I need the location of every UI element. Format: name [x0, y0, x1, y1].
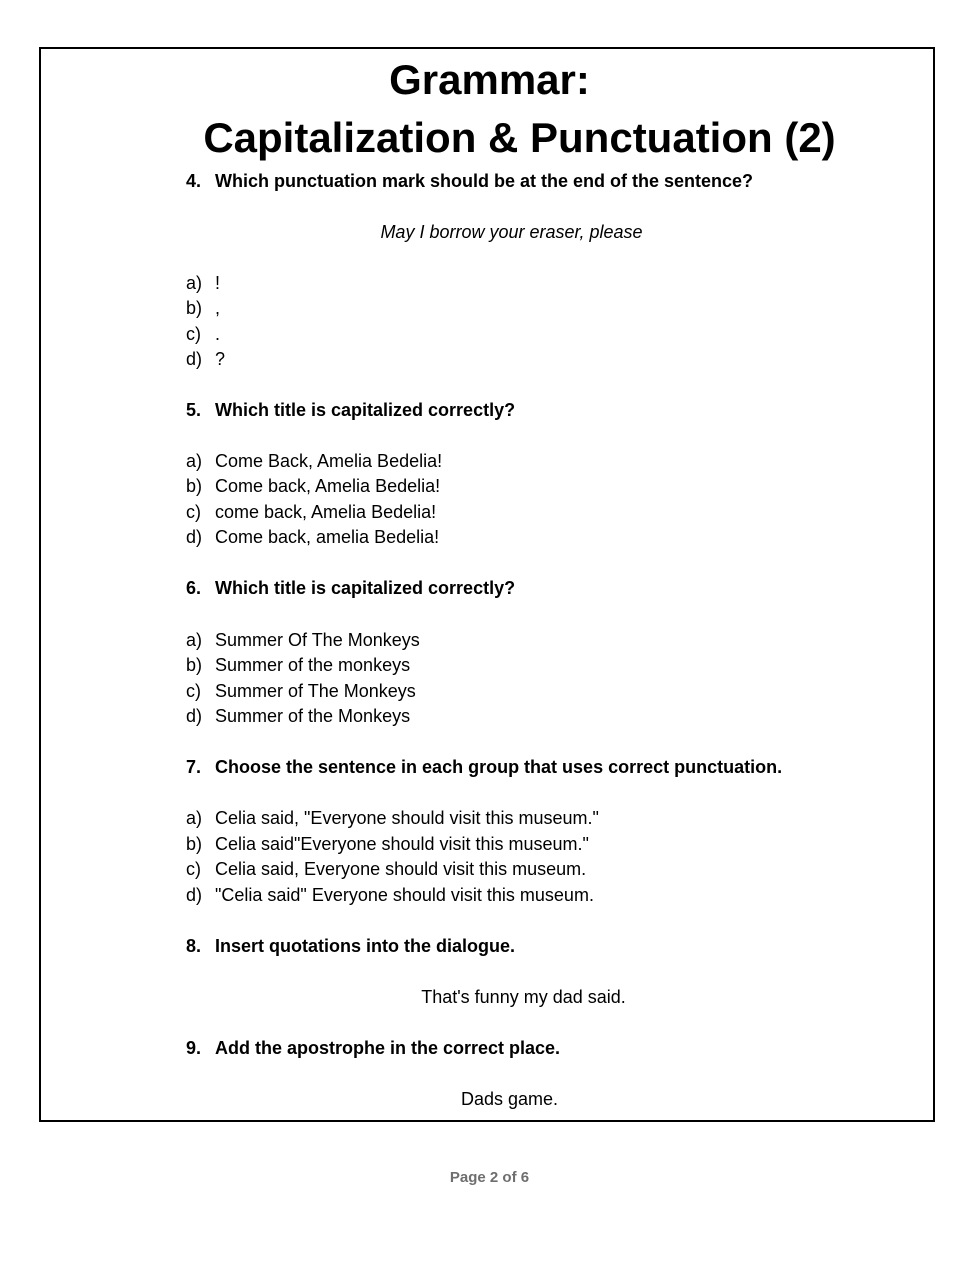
option-letter: c) — [186, 681, 201, 701]
question-number: 4. — [186, 171, 202, 191]
question-6 — [186, 576, 515, 600]
option-text: Celia said"Everyone should visit this museum." — [215, 834, 589, 854]
question-4-option-a[interactable] — [186, 271, 220, 295]
option-letter: b) — [186, 834, 203, 854]
option-letter: c) — [186, 502, 201, 522]
option-letter: a) — [186, 451, 203, 471]
option-letter: a) — [186, 808, 203, 828]
option-letter: d) — [186, 885, 203, 905]
option-text: Celia said, "Everyone should visit this museum." — [215, 808, 599, 828]
option-text: Come Back, Amelia Bedelia! — [215, 451, 443, 471]
option-letter: d) — [186, 527, 203, 547]
question-prompt: Add the apostrophe in the correct place. — [215, 1038, 561, 1058]
question-4-option-d[interactable] — [186, 347, 225, 371]
option-letter: c) — [186, 859, 201, 879]
option-text: "Celia said" Everyone should visit this museum. — [215, 885, 594, 905]
question-7-option-c[interactable] — [186, 857, 586, 881]
question-prompt: Insert quotations into the dialogue. — [215, 936, 515, 956]
question-prompt: Choose the sentence in each group that uses correct punctuation. — [215, 757, 783, 777]
option-text: Summer of The Monkeys — [215, 681, 416, 701]
question-prompt: Which punctuation mark should be at the end of the sentence? — [215, 171, 754, 191]
option-text: Celia said, Everyone should visit this museum. — [215, 859, 587, 879]
option-letter: a) — [186, 630, 203, 650]
question-4-option-c[interactable] — [186, 322, 220, 346]
page-title-line-1: Grammar: — [389, 56, 590, 103]
option-letter: b) — [186, 655, 203, 675]
option-text: Summer of the monkeys — [215, 655, 411, 675]
question-4-option-b[interactable] — [186, 296, 220, 320]
question-number: 5. — [186, 400, 202, 420]
question-7-option-a[interactable] — [186, 806, 599, 830]
question-4 — [186, 169, 753, 193]
question-6-option-c[interactable] — [186, 679, 416, 703]
question-9 — [186, 1036, 560, 1060]
page-number-footer: Page 2 of 6 — [449, 1169, 530, 1186]
option-text: Summer Of The Monkeys — [215, 630, 420, 650]
question-number: 7. — [186, 757, 202, 777]
question-8 — [186, 934, 515, 958]
option-text: come back, Amelia Bedelia! — [215, 502, 437, 522]
option-text: ! — [215, 273, 221, 293]
option-text: . — [215, 324, 221, 344]
question-5-option-b[interactable] — [186, 474, 440, 498]
option-letter: a) — [186, 273, 203, 293]
question-prompt: Which title is capitalized correctly? — [215, 400, 516, 420]
option-letter: d) — [186, 349, 203, 369]
question-7-option-b[interactable] — [186, 832, 589, 856]
option-letter: c) — [186, 324, 201, 344]
option-text: Come back, amelia Bedelia! — [215, 527, 440, 547]
question-prompt: Which title is capitalized correctly? — [215, 578, 516, 598]
question-number: 9. — [186, 1038, 202, 1058]
question-5-option-c[interactable] — [186, 500, 436, 524]
option-letter: d) — [186, 706, 203, 726]
question-7 — [186, 755, 782, 779]
option-text: Come back, Amelia Bedelia! — [215, 476, 441, 496]
question-5-option-d[interactable] — [186, 525, 439, 549]
question-9-sentence: Dads game. — [460, 1089, 559, 1109]
option-text: , — [215, 298, 221, 318]
option-letter: b) — [186, 476, 203, 496]
question-4-sentence: May I borrow your eraser, please — [380, 222, 643, 242]
question-7-option-d[interactable] — [186, 883, 594, 907]
page-title-line-2: Capitalization & Punctuation (2) — [203, 114, 836, 161]
question-number: 8. — [186, 936, 202, 956]
question-8-sentence: That's funny my dad said. — [421, 987, 626, 1007]
question-6-option-b[interactable] — [186, 653, 410, 677]
question-number: 6. — [186, 578, 202, 598]
question-5-option-a[interactable] — [186, 449, 442, 473]
question-6-option-a[interactable] — [186, 628, 420, 652]
question-5 — [186, 398, 515, 422]
option-text: ? — [215, 349, 226, 369]
option-text: Summer of the Monkeys — [215, 706, 411, 726]
question-6-option-d[interactable] — [186, 704, 410, 728]
option-letter: b) — [186, 298, 203, 318]
